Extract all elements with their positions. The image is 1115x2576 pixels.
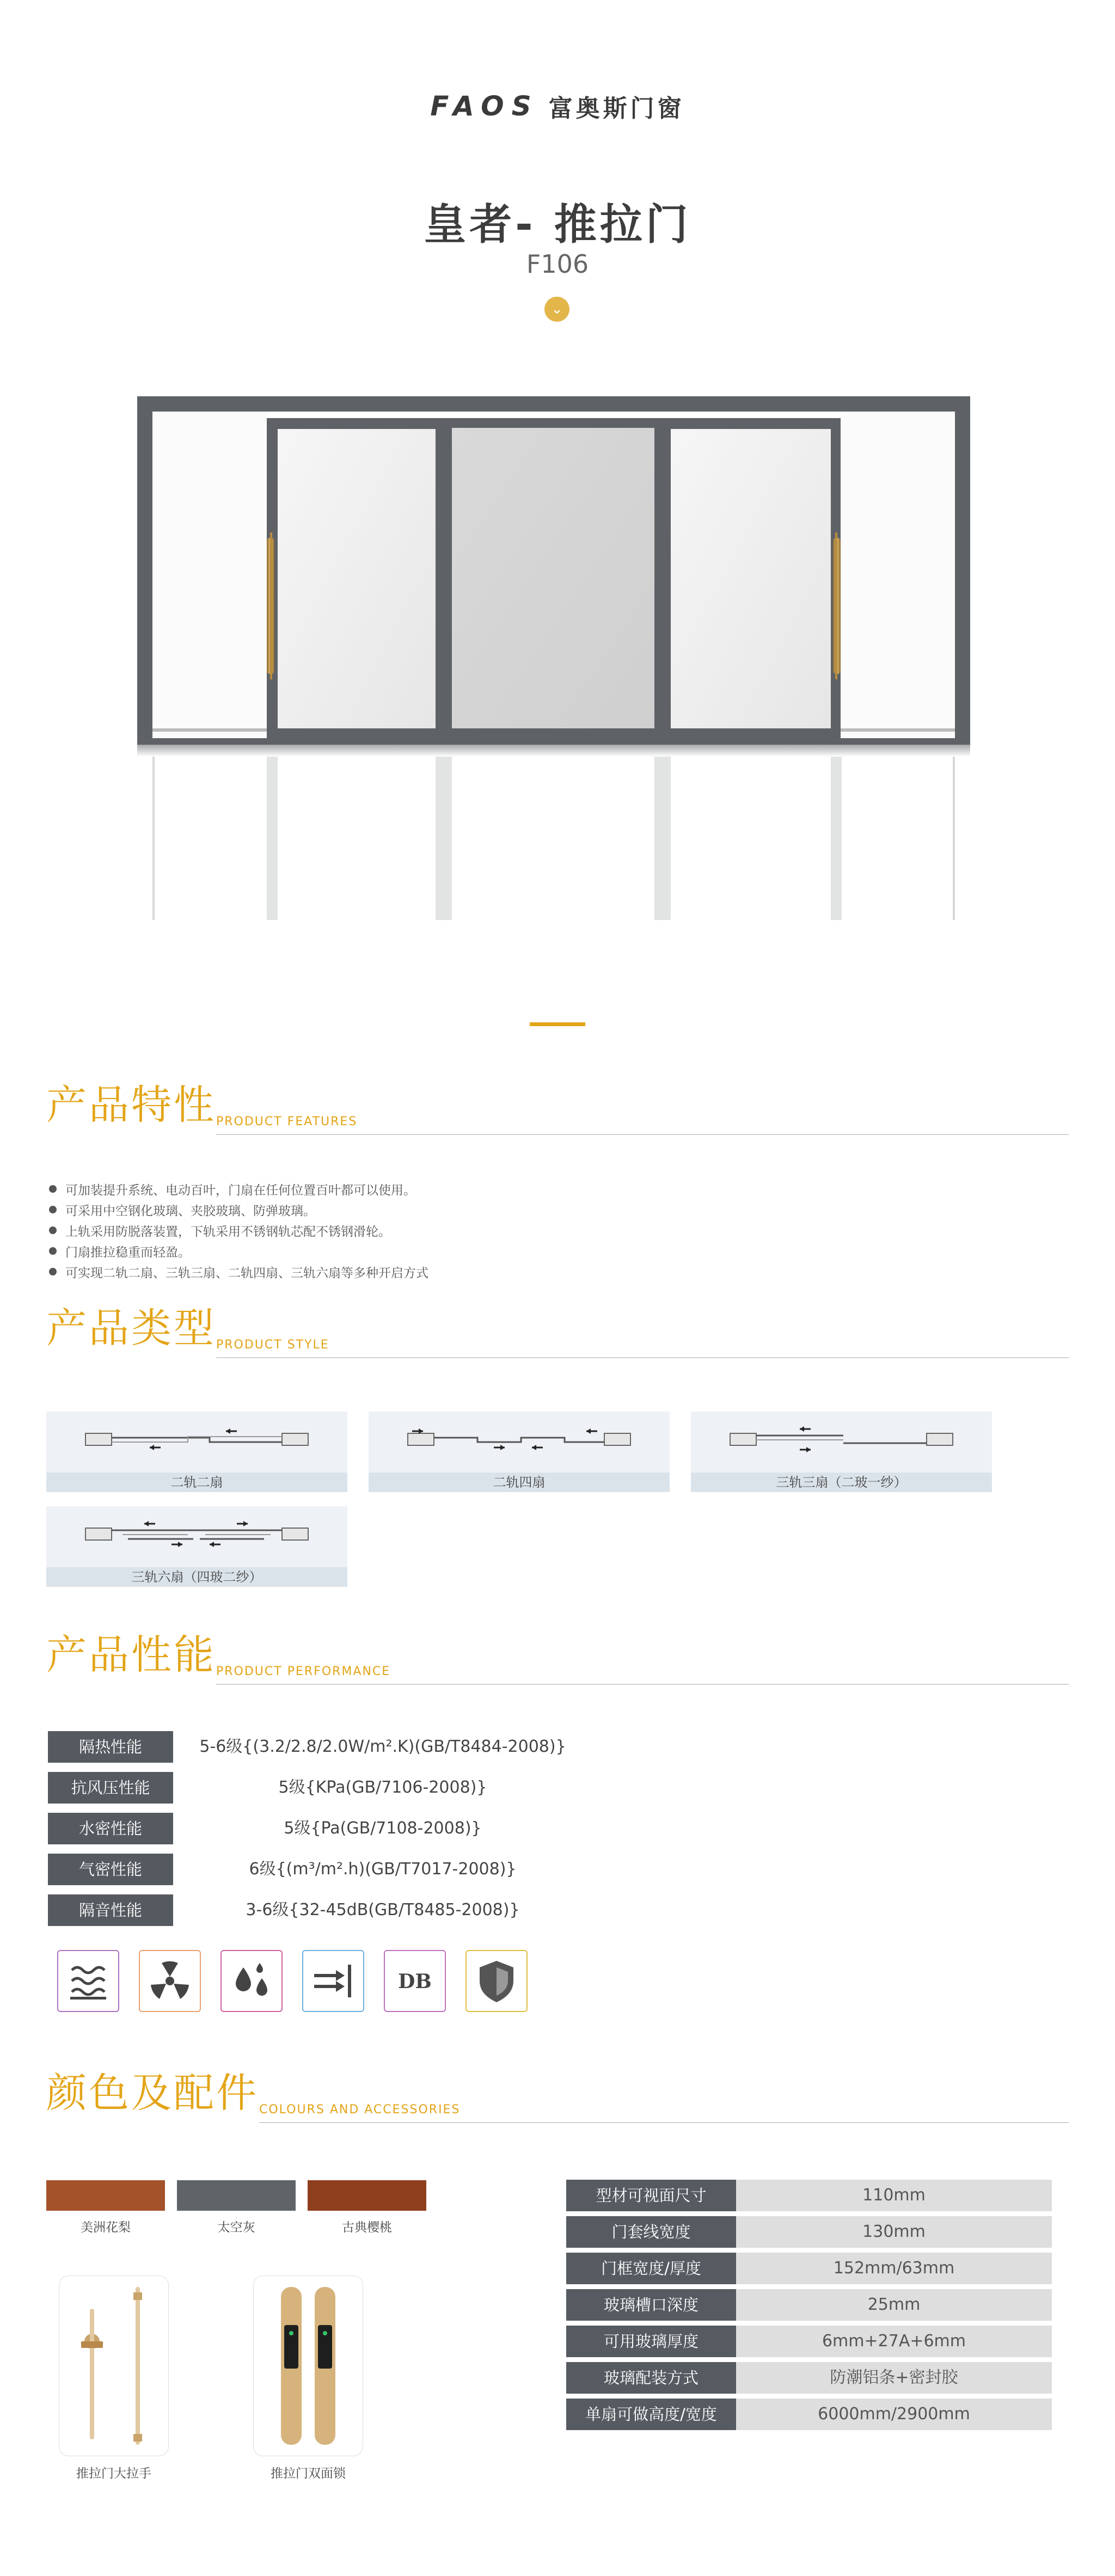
table-row: [48, 1731, 592, 1763]
spec-label: 型材可视面尺寸: [566, 2180, 736, 2211]
product-title: 皇者- 推拉门: [424, 200, 691, 249]
perf-value: 6级{(m³/m².h)(GB/T7017-2008)}: [249, 1860, 517, 1879]
perf-label: 水密性能: [48, 1813, 173, 1844]
table-row: [48, 1894, 592, 1926]
performance-title-cn: 产品性能: [46, 1632, 216, 1678]
wind-pressure-icon: [139, 1950, 201, 2012]
product-model: F106: [526, 249, 589, 279]
features-title-cn: 产品特性: [46, 1082, 216, 1128]
style-caption: 二轨二扇: [46, 1473, 347, 1492]
list-item: 门扇推拉稳重而轻盈。: [49, 1241, 702, 1261]
perf-value: 5级{KPa(GB/7106-2008)}: [278, 1778, 487, 1797]
heading-underline: [216, 1134, 1069, 1135]
door-illustration: [137, 396, 978, 962]
perf-value: 5级{Pa(GB/7108-2008)}: [284, 1819, 482, 1838]
list-item: 可实现二轨二扇、三轨三扇、二轨四扇、三轨六扇等多种开启方式: [49, 1261, 702, 1282]
air-tight-icon: [302, 1950, 364, 2012]
accessory-label: 推拉门双面锁: [271, 2467, 346, 2481]
bullet-icon: [49, 1185, 57, 1193]
table-row: [566, 2289, 1052, 2321]
perf-value: 5-6级{(3.2/2.8/2.0W/m².K)(GB/T8484-2008)}: [199, 1737, 566, 1756]
color-swatch[interactable]: [308, 2180, 426, 2211]
track-diagram: [46, 1506, 347, 1567]
table-row: [566, 2399, 1052, 2430]
spec-value: 25mm: [736, 2289, 1052, 2321]
table-row: [48, 1772, 592, 1804]
shield-icon: [465, 1950, 528, 2012]
accessory-label: 推拉门大拉手: [76, 2467, 151, 2481]
style-card: [46, 1412, 347, 1492]
heading-underline: [259, 2122, 1069, 2123]
colors-title-en: COLOURS AND ACCESSORIES: [259, 2103, 461, 2117]
spec-value: 防潮铝条+密封胶: [736, 2362, 1052, 2394]
list-item: 可采用中空钢化玻璃、夹胶玻璃、防弹玻璃。: [49, 1199, 702, 1220]
perf-label: 抗风压性能: [48, 1772, 173, 1804]
spec-label: 门框宽度/厚度: [566, 2253, 736, 2284]
table-row: [566, 2253, 1052, 2284]
swatch-label: 太空灰: [217, 2221, 255, 2235]
swatch-label: 美洲花梨: [81, 2221, 131, 2235]
bullet-icon: [49, 1268, 57, 1275]
features-title-en: PRODUCT FEATURES: [216, 1115, 358, 1128]
heat-insulation-icon: [57, 1950, 119, 2012]
brand-name: 富奥斯门窗: [548, 95, 685, 122]
list-item: 上轨采用防脱落装置，下轨采用不锈钢轨芯配不锈钢滑轮。: [49, 1220, 702, 1241]
swatch-label: 古典樱桃: [342, 2221, 392, 2235]
features-heading: [46, 1082, 1069, 1135]
spec-value: 152mm/63mm: [736, 2253, 1052, 2284]
spec-label: 玻璃槽口深度: [566, 2289, 736, 2321]
spec-label: 门套线宽度: [566, 2216, 736, 2248]
style-caption: 三轨三扇（二玻一纱）: [691, 1473, 992, 1492]
color-swatch[interactable]: [177, 2180, 296, 2211]
features-list: [49, 1179, 702, 1282]
handle-image: [59, 2276, 169, 2456]
performance-title-en: PRODUCT PERFORMANCE: [216, 1665, 391, 1678]
svg-text:DB: DB: [398, 1970, 432, 1993]
spec-value: 6mm+27A+6mm: [736, 2326, 1052, 2357]
heading-underline: [216, 1684, 1069, 1685]
track-diagram: [369, 1412, 670, 1473]
table-row: [566, 2326, 1052, 2357]
lock-image: [253, 2276, 363, 2456]
table-row: [566, 2362, 1052, 2394]
spec-value: 6000mm/2900mm: [736, 2399, 1052, 2430]
perf-value: 3-6级{32-45dB(GB/T8485-2008)}: [246, 1900, 520, 1919]
color-swatch[interactable]: [46, 2180, 165, 2211]
perf-label: 隔音性能: [48, 1894, 173, 1926]
style-title-cn: 产品类型: [46, 1305, 216, 1352]
spec-label: 单扇可做高度/宽度: [566, 2399, 736, 2430]
track-diagram: [691, 1412, 992, 1473]
brand-logo: FAOS: [430, 90, 539, 122]
brand-header: [0, 90, 1115, 122]
spec-label: 玻璃配装方式: [566, 2362, 736, 2394]
bullet-icon: [49, 1226, 57, 1234]
list-item: 可加装提升系统、电动百叶，门扇在任何位置百叶都可以使用。: [49, 1179, 702, 1199]
style-title-en: PRODUCT STYLE: [216, 1338, 329, 1352]
table-row: [48, 1813, 592, 1844]
style-card: [369, 1412, 670, 1492]
water-tight-icon: [220, 1950, 283, 2012]
perf-label: 气密性能: [48, 1854, 173, 1885]
style-heading: [46, 1305, 1069, 1358]
bullet-icon: [49, 1206, 57, 1213]
bullet-icon: [49, 1247, 57, 1255]
table-row: [566, 2180, 1052, 2211]
performance-heading: [46, 1632, 1069, 1685]
sound-insulation-icon: [384, 1950, 446, 2012]
style-caption: 二轨四扇: [369, 1473, 670, 1492]
colors-title-cn: 颜色及配件: [46, 2070, 259, 2117]
spec-label: 可用玻璃厚度: [566, 2326, 736, 2357]
track-diagram: [46, 1412, 347, 1473]
style-card: [691, 1412, 992, 1492]
perf-label: 隔热性能: [48, 1731, 173, 1763]
spec-value: 110mm: [736, 2180, 1052, 2211]
section-divider: [530, 1022, 585, 1026]
style-caption: 三轨六扇（四玻二纱）: [46, 1567, 347, 1587]
table-row: [566, 2216, 1052, 2248]
style-card: [46, 1506, 347, 1587]
table-row: [48, 1854, 592, 1885]
colors-heading: [46, 2070, 1069, 2123]
chevron-down-icon[interactable]: ⌄: [544, 297, 569, 322]
heading-underline: [216, 1357, 1069, 1358]
spec-value: 130mm: [736, 2216, 1052, 2248]
